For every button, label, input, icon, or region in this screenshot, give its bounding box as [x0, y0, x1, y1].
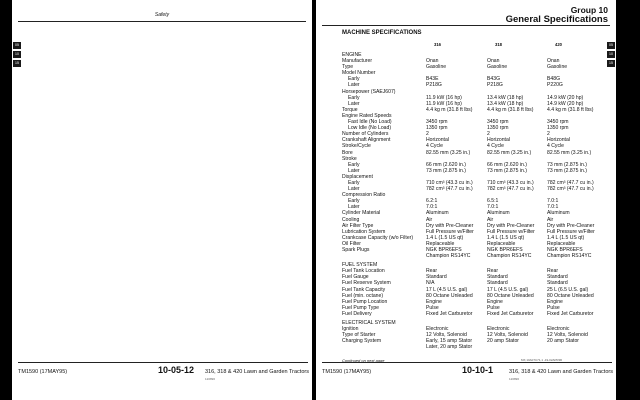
manual-title: 316, 318 & 420 Lawn and Garden Tractors: [205, 369, 309, 375]
spec-label: Later: [348, 82, 360, 89]
spec-value: 12 Volts, Solenoid: [547, 332, 588, 339]
tab-mark: 15: [13, 60, 21, 67]
spec-label: Early: [348, 198, 360, 205]
spec-label: Engine Rated Speeds: [342, 112, 392, 119]
spec-value: 11.9 kW (16 hp): [426, 100, 462, 107]
spec-value: Air: [487, 216, 494, 223]
spec-value: Fixed Jet Carburetor: [426, 310, 473, 317]
spec-value: 1350 rpm: [547, 125, 569, 132]
right-page: [316, 0, 616, 400]
spec-value: Champion RS14YC: [426, 253, 471, 260]
spec-value: 66 mm (2.620 in.): [426, 161, 466, 168]
spec-label: Type of Starter: [342, 332, 376, 339]
spec-value: 20 amp Stator: [487, 338, 519, 345]
spec-value: Fixed Jet Carburetor: [547, 310, 594, 317]
spec-label: Later: [348, 204, 360, 211]
spec-value: 14.9 kW (20 hp): [547, 100, 584, 107]
spec-label: Early: [348, 179, 360, 186]
right-page-header: [322, 5, 610, 26]
spec-value: 6.5:1: [487, 198, 499, 205]
spec-value: P218G: [487, 82, 503, 89]
spec-value: Pulse: [426, 304, 439, 311]
spec-value: Gasoline: [426, 64, 447, 71]
spec-value: 2: [426, 131, 429, 138]
spec-value: 73 mm (2.875 in.): [547, 167, 587, 174]
spec-value: Electronic: [426, 326, 449, 333]
spec-value: Full Pressure w/Filter: [547, 228, 595, 235]
spec-value: 73 mm (2.875 in.): [487, 167, 527, 174]
spec-value: 782 cm³ (47.7 cu in.): [547, 179, 594, 186]
spec-value: Standard: [487, 274, 508, 281]
section-title: Safety: [154, 12, 170, 18]
spec-value: P220G: [547, 82, 563, 89]
spec-value: 73 mm (2.875 in.): [547, 161, 587, 168]
spec-value: Engine: [487, 298, 503, 305]
spec-value: Replaceable: [426, 240, 455, 247]
spec-label: Lubrication System: [342, 228, 386, 235]
spec-value: 1.4 L (1.5 US qt): [487, 234, 525, 241]
spec-value: 710 cm³ (43.3 cu in.): [426, 179, 473, 186]
spec-value: Aluminum: [547, 210, 570, 217]
spec-value: 11.9 kW (16 hp): [426, 94, 462, 101]
spec-value: 4 Cycle: [487, 143, 504, 150]
spec-value: 82.55 mm (3.25 in.): [426, 149, 471, 156]
spec-value: Dry with Pre-Cleaner: [426, 222, 474, 229]
spec-label: Early: [348, 76, 360, 83]
tab-mark: 10: [13, 51, 21, 58]
spec-value: NGK BPR6EFS: [426, 247, 462, 253]
spec-value: Horizontal: [547, 137, 570, 144]
spec-title: MACHINE SPECIFICATIONS: [342, 30, 422, 36]
left-page-header: [18, 10, 306, 22]
column-header-316: 316: [434, 42, 441, 47]
spec-value: 7.0:1: [547, 198, 559, 205]
spec-label: Air Filter Type: [342, 222, 374, 229]
spec-value: Standard: [487, 280, 508, 287]
spec-value: NGK BPR6EFS: [547, 247, 583, 253]
spec-value: Standard: [547, 280, 568, 287]
spec-value: 12 Volts, Solenoid: [426, 332, 467, 339]
spec-label: Crankshaft Alignment: [342, 137, 391, 144]
spec-label: Ignition: [342, 326, 359, 333]
spec-value: 1.4 L (1.5 US qt): [426, 234, 464, 241]
spec-value: 710 cm³ (43.3 cu in.): [487, 179, 534, 186]
spec-value: 4 Cycle: [547, 143, 564, 150]
spec-value: Horizontal: [426, 137, 449, 144]
spec-value: 25 L (6.5 U.S. gal): [547, 286, 589, 293]
spec-label: Fuel Pump Location: [342, 298, 388, 305]
spec-value: 82.55 mm (3.25 in.): [547, 149, 592, 156]
spec-label: Cylinder Material: [342, 210, 381, 217]
spec-value: Engine: [426, 298, 442, 305]
spec-label: Displacement: [342, 173, 373, 180]
spec-value: 7.0:1: [547, 204, 559, 211]
footer-rule: [322, 362, 612, 363]
doc-code: MX,10A07C71,1 -19-02APR96: [521, 358, 563, 362]
spec-label: Spark Plugs: [342, 247, 370, 253]
spec-value: 82.55 mm (3.25 in.): [487, 149, 532, 156]
spec-value: Replaceable: [487, 240, 516, 247]
spec-value: Aluminum: [487, 210, 510, 217]
spec-value: Electronic: [487, 326, 510, 333]
spec-label: Number of Cylinders: [342, 131, 389, 138]
spec-label: Early: [348, 94, 360, 101]
spec-value: Fixed Jet Carburetor: [487, 310, 534, 317]
spec-label: Fuel (min. octane): [342, 292, 384, 299]
spec-row: [342, 253, 607, 259]
left-page: [12, 0, 312, 400]
spec-value: 12 Volts, Solenoid: [487, 332, 528, 339]
column-headers: [342, 42, 607, 49]
spec-label: ENGINE: [342, 52, 362, 58]
spec-value: 17 L (4.5 U.S. gal): [426, 286, 468, 293]
spec-value: NGK BPR6EFS: [487, 247, 523, 253]
spec-value: Full Pressure w/Filter: [426, 228, 474, 235]
spec-value: Pulse: [487, 304, 500, 311]
spec-value: Onan: [426, 58, 439, 65]
spec-row: [342, 311, 607, 317]
spec-label: Compression Ratio: [342, 192, 386, 199]
spec-value: 80 Octane Unleaded: [487, 292, 534, 299]
spec-value: P218G: [426, 82, 442, 89]
spec-value: N/A: [426, 280, 435, 287]
tab-mark: 05: [13, 42, 21, 49]
spec-label: Torque: [342, 106, 358, 113]
manual-title: 316, 318 & 420 Lawn and Garden Tractors: [509, 369, 613, 375]
spec-value: Full Pressure w/Filter: [487, 228, 535, 235]
page-heading: General Specifications: [505, 14, 608, 25]
tm-number: TM1590 (17MAY95): [18, 369, 68, 375]
spec-label: Bore: [342, 149, 353, 156]
spec-label: Type: [342, 64, 354, 71]
tm-number: TM1590 (17MAY95): [322, 369, 372, 375]
spec-value: Electronic: [547, 326, 570, 333]
spec-value: B43G: [487, 76, 501, 83]
spec-label: Fuel Pump Type: [342, 304, 379, 311]
spec-value: 4 Cycle: [426, 143, 443, 150]
spec-value: 17 L (4.5 U.S. gal): [487, 286, 529, 293]
spec-value: 7.0:1: [487, 204, 499, 211]
footer-code: 120896: [205, 377, 216, 381]
spec-value: 3450 rpm: [547, 119, 569, 126]
column-header-318: 318: [495, 42, 502, 47]
spec-value: 4.4 kg m (31.8 ft lbs): [487, 106, 534, 113]
spec-value: 782 cm³ (47.7 cu in.): [426, 186, 473, 193]
spec-value: Dry with Pre-Cleaner: [487, 222, 535, 229]
spec-value: Onan: [547, 58, 560, 65]
spec-value: Rear: [487, 268, 499, 275]
spec-label: Fuel Tank Capacity: [342, 286, 386, 293]
spec-value: Rear: [426, 268, 438, 275]
spec-value: Onan: [487, 58, 500, 65]
page-number: 10-10-1: [462, 365, 494, 375]
spec-value: 782 cm³ (47.7 cu in.): [487, 186, 534, 193]
spec-value: 3450 rpm: [487, 119, 509, 126]
spec-label: Low Idle (No Load): [348, 125, 392, 132]
spec-value: 73 mm (2.875 in.): [426, 167, 466, 174]
spec-value: 6.2:1: [426, 198, 438, 205]
spec-value: 14.9 kW (20 hp): [547, 94, 584, 101]
spec-value: Air: [426, 216, 433, 223]
spec-value: 1350 rpm: [426, 125, 448, 132]
tab-mark: 15: [607, 60, 615, 67]
footer-code: 120896: [509, 377, 520, 381]
spec-value: Dry with Pre-Cleaner: [547, 222, 595, 229]
spec-rows: [342, 52, 607, 351]
spec-value: B43E: [426, 76, 439, 83]
spec-value: 782 cm³ (47.7 cu in.): [547, 186, 594, 193]
spec-value: Early, 15 amp Stator: [426, 338, 473, 345]
spec-value: Air: [547, 216, 554, 223]
spec-value: 80 Octane Unleaded: [547, 292, 594, 299]
spec-value: Engine: [547, 298, 563, 305]
tab-mark: 10: [607, 51, 615, 58]
spec-label: Fast Idle (No Load): [348, 119, 392, 126]
spec-value: Pulse: [547, 304, 560, 311]
spec-value: Standard: [426, 274, 447, 281]
spec-value: 4.4 kg m (31.8 ft lbs): [426, 106, 473, 113]
spec-label: Later: [348, 167, 360, 174]
spec-value: Gasoline: [547, 64, 568, 71]
spec-value: Replaceable: [547, 240, 576, 247]
spec-value: Rear: [547, 268, 559, 275]
spec-label: Model Number: [342, 70, 376, 77]
column-header-420: 420: [555, 42, 562, 47]
tab-mark: 05: [607, 42, 615, 49]
spec-value: Horizontal: [487, 137, 510, 144]
spec-label: Cooling: [342, 216, 360, 223]
spec-value: 7.0:1: [426, 204, 438, 211]
spec-label: Crankcase Capacity (w/o Filter): [342, 234, 414, 241]
spec-value: 13.4 kW (18 hp): [487, 94, 524, 101]
right-tab-marks: [607, 42, 616, 69]
spec-label: Fuel Tank Location: [342, 268, 385, 275]
spec-value: 80 Octane Unleaded: [426, 292, 473, 299]
spec-label: Later: [348, 100, 360, 107]
spec-value: 20 amp Stator: [547, 338, 579, 345]
spec-value: Later, 20 amp Stator: [426, 344, 473, 351]
spec-label: Later: [348, 186, 360, 193]
spec-value: Gasoline: [487, 64, 508, 71]
spec-value: 2: [547, 131, 550, 138]
continued-note: Continued on next page: [342, 358, 385, 363]
spec-value: 3450 rpm: [426, 119, 448, 126]
spec-table: [342, 30, 607, 351]
spec-value: Aluminum: [426, 210, 449, 217]
spec-label: Manufacturer: [342, 58, 373, 65]
spec-value: 13.4 kW (18 hp): [487, 100, 524, 107]
spec-label: Stroke: [342, 155, 357, 162]
spec-label: ELECTRICAL SYSTEM: [342, 320, 396, 327]
spec-label: Early: [348, 161, 360, 168]
spec-label: FUEL SYSTEM: [342, 262, 378, 269]
spec-row: [342, 344, 607, 350]
page-number: 10-05-12: [158, 365, 195, 375]
spec-value: 66 mm (2.620 in.): [487, 161, 527, 168]
spec-value: B48G: [547, 76, 561, 83]
spec-value: Standard: [547, 274, 568, 281]
spec-label: Oil Filter: [342, 240, 361, 247]
spec-value: Champion RS14YC: [487, 253, 532, 260]
spec-value: Champion RS14YC: [547, 253, 592, 260]
spec-value: 2: [487, 131, 490, 138]
spec-label: Horsepower (SAEJ607): [342, 88, 396, 95]
spec-value: 1.4 L (1.5 US qt): [547, 234, 585, 241]
spec-label: Fuel Gauge: [342, 274, 369, 281]
left-tab-marks: [13, 42, 22, 69]
footer-rule: [18, 362, 308, 363]
spec-label: Stroke/Cycle: [342, 143, 371, 150]
spec-value: 1350 rpm: [487, 125, 509, 132]
spec-label: Charging System: [342, 338, 382, 345]
group-label: Group 10: [570, 5, 608, 15]
spec-label: Fuel Delivery: [342, 310, 372, 317]
spec-value: 4.4 kg m (31.8 ft lbs): [547, 106, 594, 113]
spec-label: Fuel Reserve System: [342, 280, 391, 287]
